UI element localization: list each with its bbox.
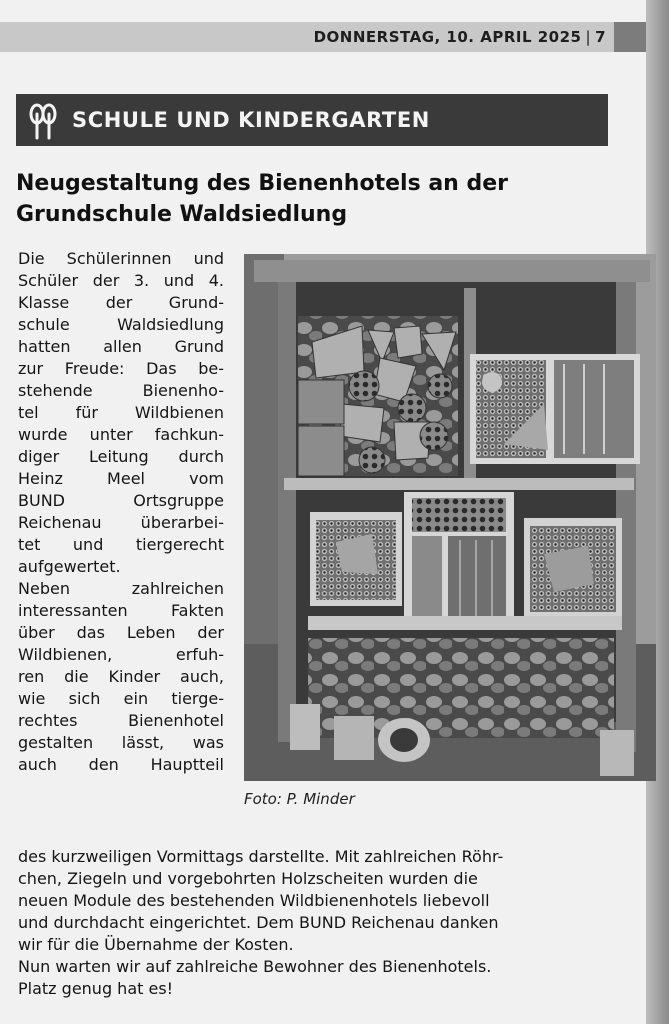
body-text-line: interessanten Fakten bbox=[18, 601, 224, 620]
body-text-line: neuen Module des bestehenden Wildbienenhotels liebevoll bbox=[18, 891, 490, 910]
body-text-line: Heinz Meel vom bbox=[18, 469, 224, 488]
body-text-line: wie sich ein tierge- bbox=[18, 689, 224, 708]
header-date-line bbox=[0, 22, 606, 52]
body-text-line: Reichenau überarbei- bbox=[18, 513, 224, 532]
page-number: 7 bbox=[595, 28, 606, 46]
body-text-line: rechtes Bienenhotel bbox=[18, 711, 224, 730]
body-text-line: Schüler der 3. und 4. bbox=[18, 271, 224, 290]
body-text-line: Die Schülerinnen und bbox=[18, 249, 224, 268]
body-text-line: ren die Kinder auch, bbox=[18, 667, 224, 686]
body-text-line: Klasse der Grund- bbox=[18, 293, 224, 312]
body-text-line: über das Leben der bbox=[18, 623, 224, 642]
body-text-line: des kurzweiligen Vormittags darstellte. Mit zahlreichen Röhr- bbox=[18, 847, 504, 866]
section-banner bbox=[16, 94, 608, 146]
body-text-line: BUND Ortsgruppe bbox=[18, 491, 224, 510]
body-text-line: stehende Bienenho- bbox=[18, 381, 224, 400]
body-text-line: auch den Hauptteil bbox=[18, 755, 224, 774]
body-text-line: Wildbienen, erfuh- bbox=[18, 645, 224, 664]
body-text-line: Neben zahlreichen bbox=[18, 579, 224, 598]
body-text-line: tel für Wildbienen bbox=[18, 403, 224, 422]
headline-line: Grundschule Waldsiedlung bbox=[16, 202, 348, 227]
body-text-line: und durchdacht eingerichtet. Dem BUND Reichenau danken bbox=[18, 913, 499, 932]
article-body-full-width bbox=[18, 846, 600, 1000]
body-text-line: zur Freude: Das be- bbox=[18, 359, 224, 378]
header-accent-block bbox=[614, 22, 646, 52]
header-separator: | bbox=[585, 28, 592, 46]
article-headline bbox=[16, 168, 616, 230]
body-text-line: chen, Ziegeln und vorgebohrten Holzscheiten wurden die bbox=[18, 869, 478, 888]
headline-line: Neugestaltung des Bienenhotels an der bbox=[16, 171, 509, 196]
body-text-line: hatten allen Grund bbox=[18, 337, 224, 356]
body-text-line: schule Waldsiedlung bbox=[18, 315, 224, 334]
bee-hotel-photo bbox=[244, 254, 656, 781]
header-date: DONNERSTAG, 10. APRIL 2025 bbox=[313, 28, 582, 46]
body-text-line: aufgewertet. bbox=[18, 557, 121, 576]
body-text-line: wurde unter fachkun- bbox=[18, 425, 224, 444]
tree-logo-icon bbox=[26, 102, 60, 140]
section-title: SCHULE UND KINDERGARTEN bbox=[72, 108, 430, 132]
article-body-narrow-column bbox=[18, 248, 224, 776]
photo-caption: Foto: P. Minder bbox=[244, 790, 355, 808]
body-text-line: tet und tiergerecht bbox=[18, 535, 224, 554]
body-text-line: wir für die Übernahme der Kosten. bbox=[18, 935, 294, 954]
body-text-line: gestalten lässt, was bbox=[18, 733, 224, 752]
body-text-line: Nun warten wir auf zahlreiche Bewohner des Bienenhotels. bbox=[18, 957, 492, 976]
body-text-line: Platz genug hat es! bbox=[18, 979, 174, 998]
body-text-line: diger Leitung durch bbox=[18, 447, 224, 466]
